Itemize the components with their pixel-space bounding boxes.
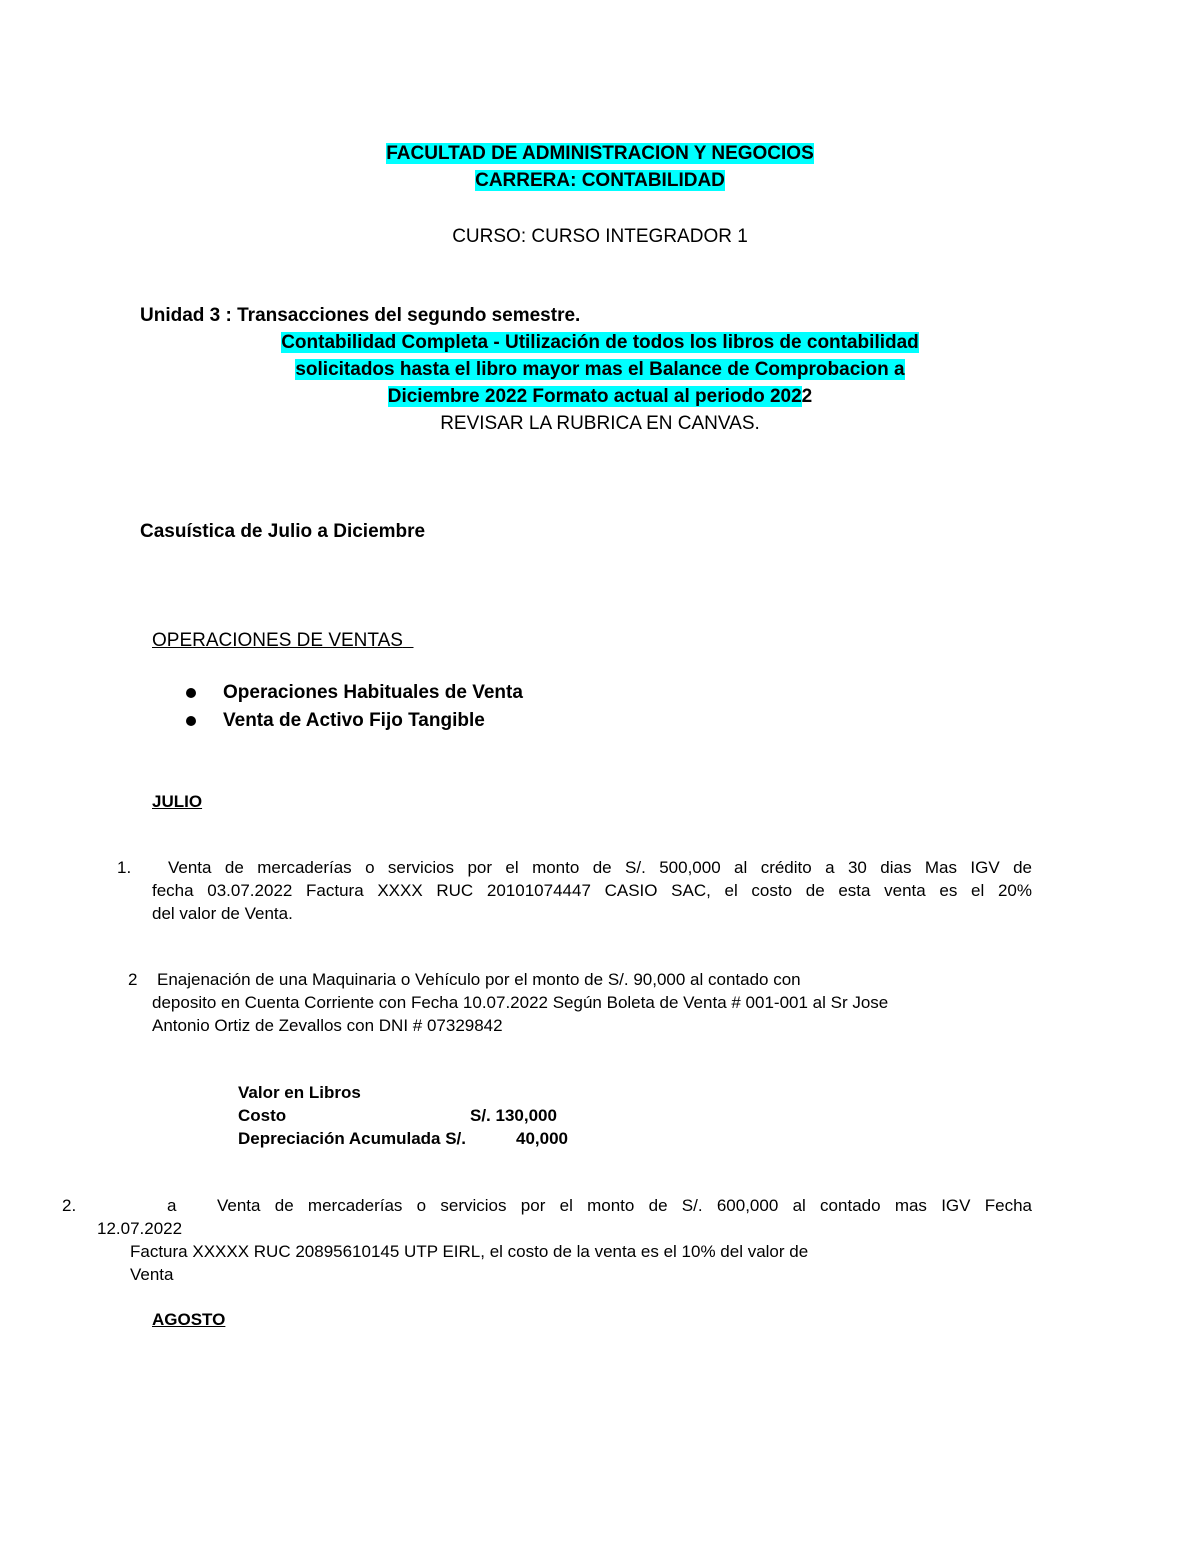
op2-number: 2 [128,970,138,989]
unit-title: Unidad 3 : Transacciones del segundo semestre. [140,305,581,326]
faculty-title-text: FACULTAD DE ADMINISTRACION Y NEGOCIOS [386,143,814,164]
book-value-cost-amount: S/. 130,000 [470,1106,557,1125]
august-heading: AGOSTO [152,1310,226,1329]
op3-number: 2. [62,1196,77,1215]
unit-line-3 [0,383,1200,410]
op1-line-3: del valor de Venta. [152,904,293,923]
july-heading: JULIO [152,792,203,811]
operations-heading-text: OPERACIONES DE VENTAS [152,630,403,651]
operations-item: Venta de Activo Fijo Tangible [223,710,485,731]
operations-item: Operaciones Habituales de Venta [223,682,523,703]
book-value-depreciation-label: Depreciación Acumulada S/. [238,1129,466,1148]
op3-line-4: Venta [130,1265,174,1284]
op2-line-1: Enajenación de una Maquinaria o Vehículo por el monto de S/. 90,000 al contado con [157,970,801,989]
review-note [0,410,1200,437]
op3-line-2: 12.07.2022 [97,1219,183,1238]
career-title [0,167,1200,194]
unit-line-1 [0,329,1200,356]
book-value-cost-label: Costo [238,1106,287,1125]
casuistica-heading: Casuística de Julio a Diciembre [140,521,426,542]
unit-line-3-rest: 2 [801,386,813,407]
unit-line-3-highlight: Diciembre 2022 Formato actual al periodo 202 [387,386,802,407]
op3-line-1: Venta de mercaderías o servicios por el monto de S/. 600,000 al contado mas IGV Fecha [217,1196,1032,1215]
op2-line-2: deposito en Cuenta Corriente con Fecha 10.07.2022 Según Boleta de Venta # 001-001 al Sr Jose [152,993,889,1012]
career-title-text: CARRERA: CONTABILIDAD [475,170,725,191]
course-title [0,223,1200,250]
operations-heading [152,627,414,654]
unit-line-1-text: Contabilidad Completa - Utilización de todos los libros de contabilidad [281,332,919,353]
op3-letter: a [167,1196,177,1215]
faculty-title [0,140,1200,167]
unit-line-2-text: solicitados hasta el libro mayor mas el Balance de Comprobacion a [295,359,905,380]
bullet-icon [186,716,196,726]
op1-line-2: fecha 03.07.2022 Factura XXXX RUC 20101074447 CASIO SAC, el costo de esta venta es el 20% [152,881,1032,900]
course-title-text: CURSO: CURSO INTEGRADOR 1 [452,226,748,247]
op3-line-3: Factura XXXXX RUC 20895610145 UTP EIRL, el costo de la venta es el 10% del valor de [130,1242,809,1261]
op2-line-3: Antonio Ortiz de Zevallos con DNI # 07329842 [152,1016,503,1035]
unit-line-2 [0,356,1200,383]
book-value-depreciation-amount: 40,000 [516,1129,568,1148]
op1-line-1: Venta de mercaderías o servicios por el monto de S/. 500,000 al crédito a 30 dias Mas IGV de [168,858,1032,877]
book-value-title: Valor en Libros [238,1083,361,1102]
bullet-icon [186,688,196,698]
op1-number: 1. [117,858,132,877]
review-note-text: REVISAR LA RUBRICA EN CANVAS. [440,413,760,434]
